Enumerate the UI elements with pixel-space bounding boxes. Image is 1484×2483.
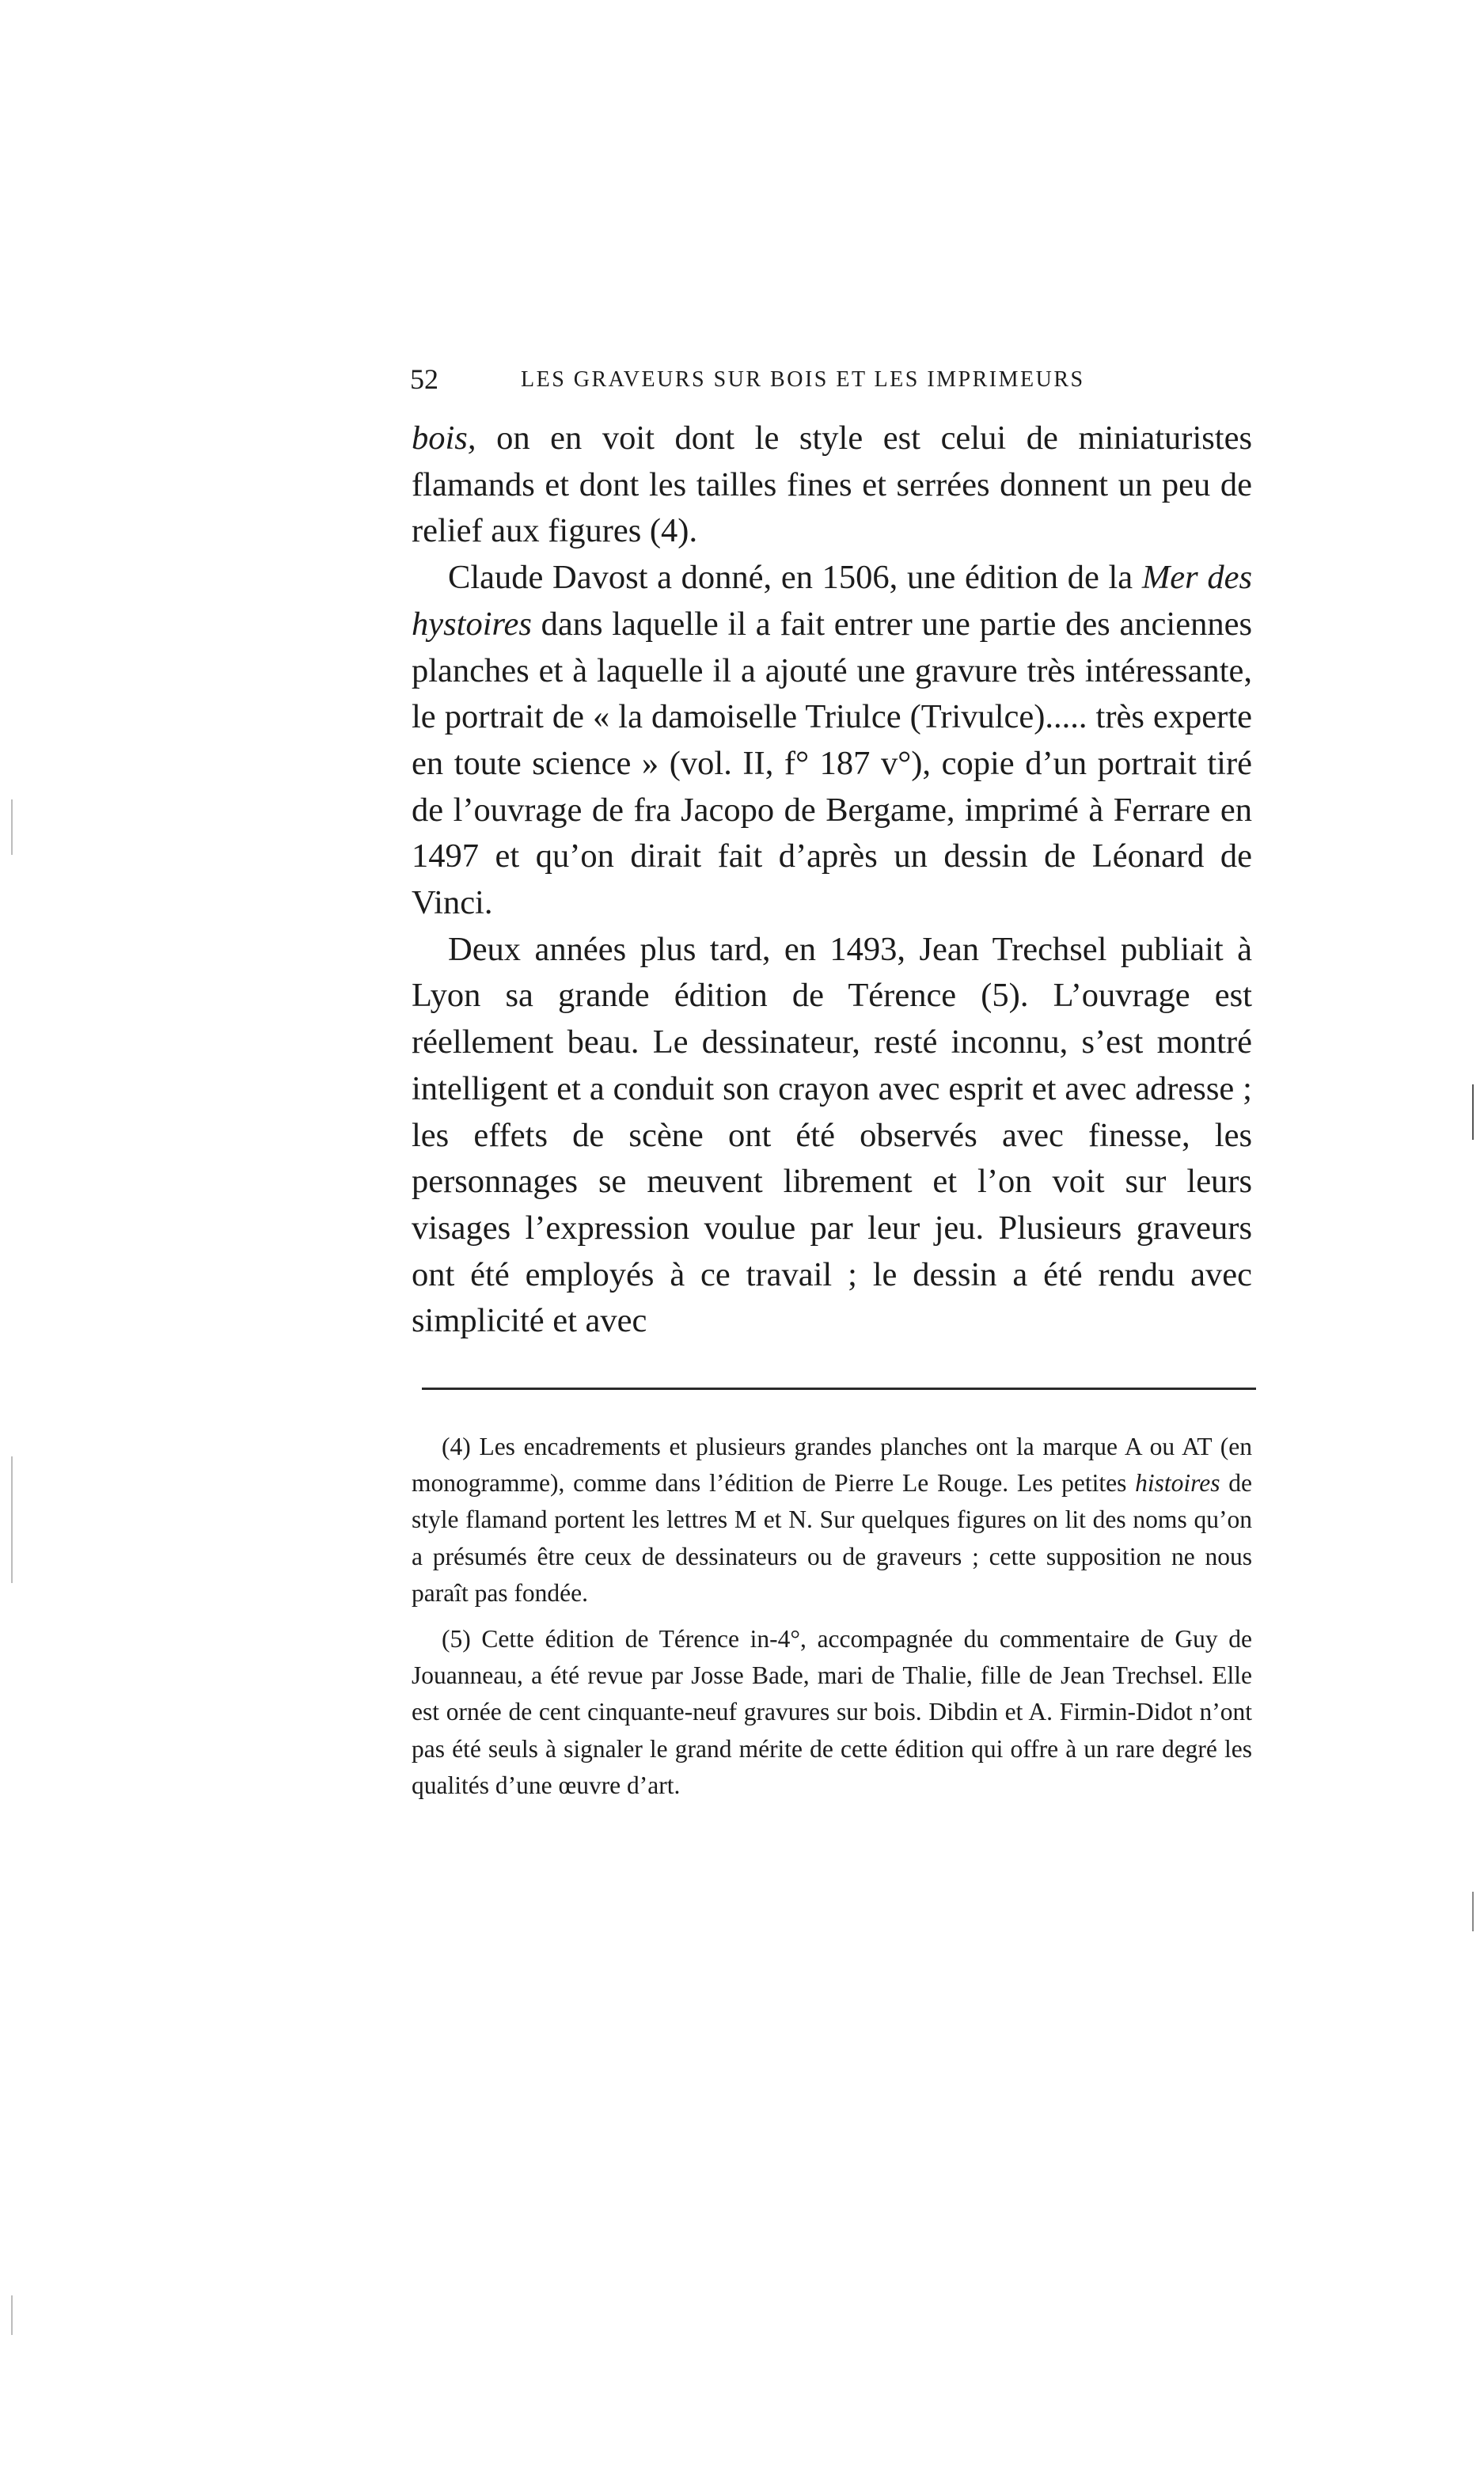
- paragraph-text: dans laquelle il a fait entrer une partie des anciennes planches et à laquelle il a ajouté une gravure très intéressante, le portrait de « la damoiselle Triulce (Trivulce)..... très experte en toute science » (vol. II, f° 187 v°), copie d’un portrait tiré de l’ouvrage de fra Jacopo de Bergame, imprimé à Ferrare en 1497 et qu’on dirait fait d’après un dessin de Léonard de Vinci.: [412, 605, 1252, 922]
- footnotes: [412, 1429, 1252, 1804]
- scan-edge-mark: [1472, 1892, 1474, 1931]
- paragraph-3: Deux années plus tard, en 1493, Jean Trechsel publiait à Lyon sa grande édition de Térence (5). L’ouvrage est réellement beau. Le dessinateur, resté inconnu, s’est montré intelligent et a conduit son crayon avec esprit et avec adresse ; les effets de scène ont été observés avec finesse, les personnages se meuvent librement et l’on voit sur leurs visages l’expression voulue par leur jeu. Plusieurs graveurs ont été employés à ce travail ; le dessin a été rendu avec simplicité et avec: [412, 930, 1252, 1340]
- footnote-divider: [422, 1388, 1256, 1390]
- scan-edge-mark: [1472, 1084, 1474, 1140]
- paragraph-2: [412, 555, 1252, 927]
- footnote-text: (4) Les encadrements et plusieurs grandes planches ont la marque A ou AT (en monogramme), comme dans l’édition de Pierre Le Rouge. Les petites: [412, 1433, 1252, 1498]
- page-number: 52: [410, 363, 438, 395]
- running-head: [410, 363, 1254, 402]
- italic-word: histoires: [1135, 1469, 1220, 1498]
- paragraph-text: Claude Davost a donné, en 1506, une édition de la: [448, 559, 1142, 597]
- footnote-4: [412, 1429, 1252, 1612]
- paragraph-1: [412, 416, 1252, 555]
- scan-edge-mark: [11, 1456, 13, 1583]
- footnote-5: (5) Cette édition de Térence in-4°, accompagnée du commentaire de Guy de Jouanneau, a été revue par Josse Bade, mari de Thalie, fille de Jean Trechsel. Elle est ornée de cent cinquante-neuf gravures sur bois. Dibdin et A. Firmin-Didot n’ont pas été seuls à signaler le grand mérite de cette édition qui offre à un rare degré les qualités d’une œuvre d’art.: [412, 1625, 1252, 1799]
- paragraph-text: on en voit dont le style est celui de miniaturistes flamands et dont les tailles fines et serrées donnent un peu de relief aux figures (4).: [412, 420, 1252, 550]
- footnote-text: de style flamand portent les lettres M et N. Sur quelques figures on lit des noms qu’on a présumés être ceux de dessinateurs ou de graveurs ; cette supposition ne nous paraît pas fondée.: [412, 1469, 1252, 1607]
- running-title: LES GRAVEURS SUR BOIS ET LES IMPRIMEURS: [521, 367, 1085, 392]
- main-text: [412, 416, 1252, 1345]
- scan-edge-mark: [11, 799, 13, 855]
- italic-word: bois,: [412, 420, 476, 457]
- book-title: Mer des hystoires: [412, 559, 1252, 643]
- scan-edge-mark: [11, 2295, 13, 2335]
